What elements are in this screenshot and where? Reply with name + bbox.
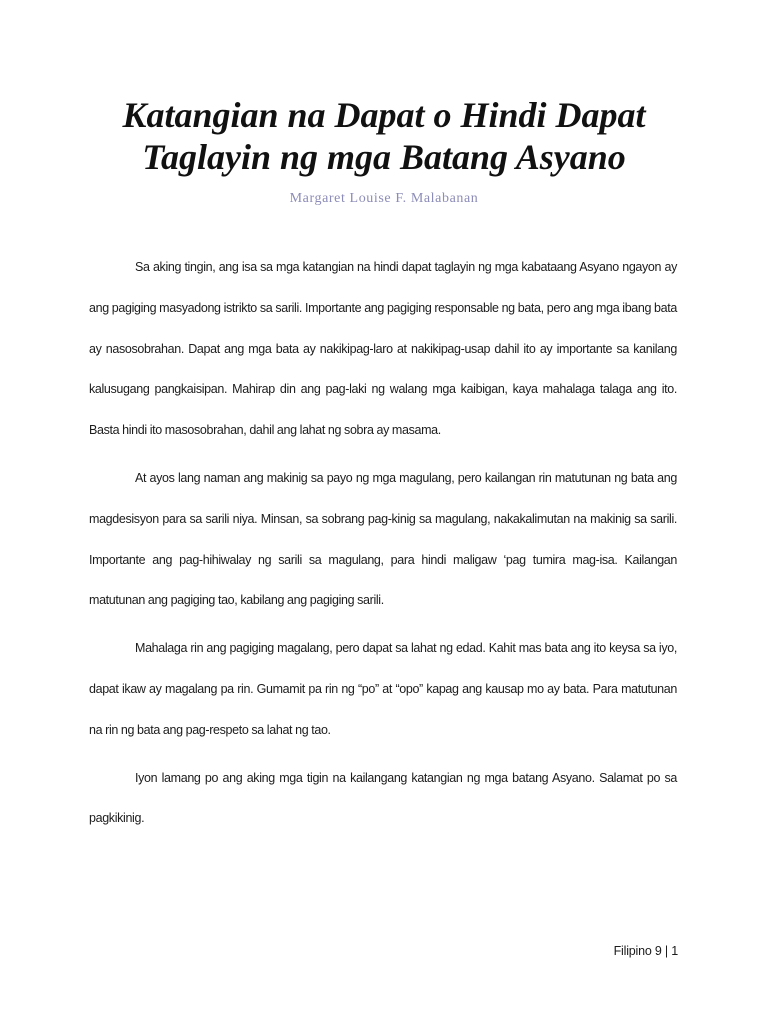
document-body	[89, 247, 677, 846]
paragraph: At ayos lang naman ang makinig sa payo ng mga magulang, pero kailangan rin matutunan ng bata ang magdesisyon para sa sarili niya. Minsan, sa sobrang pag-kinig sa magulang, nakakalimutan na makinig sa sarili. Importante ang pag-hihiwalay ng sarili sa magulang, para hindi maligaw ‘pag tumira mag-isa. Kailangan matutunan ang pagiging tao, kabilang ang pagiging sarili.	[89, 470, 677, 608]
author-name: Margaret Louise F. Malabanan	[289, 191, 479, 206]
paragraph: Mahalaga rin ang pagiging magalang, pero dapat sa lahat ng edad. Kahit mas bata ang ito keysa sa iyo, dapat ikaw ay magalang pa rin. Gumamit pa rin ng “po” at “opo” kapag ang kausap mo ay bata. Para matutunan na rin ng bata ang pag-respeto sa lahat ng tao.	[89, 641, 677, 737]
paragraph: Sa aking tingin, ang isa sa mga katangian na hindi dapat taglayin ng mga kabataang Asyano ngayon ay ang pagiging masyadong istrikto sa sarili. Importante ang pagiging responsable ng bata, pero ang mga ibang bata ay nasosobrahan. Dapat ang mga bata ay nakikipag-laro at nakikipag-usap dahil ito ay importante sa kanilang kalusugang pangkaisipan. Mahirap din ang pag-laki ng walang mga kaibigan, kaya mahalaga talaga ang ito. Basta hindi ito masosobrahan, dahil ang lahat ng sobra ay masama.	[89, 260, 677, 438]
page-footer: Filipino 9 | 1	[613, 944, 678, 958]
paragraph: Iyon lamang po ang aking mga tigin na kailangang katangian ng mga batang Asyano. Salamat po sa pagkikinig.	[89, 770, 677, 826]
document-title: Katangian na Dapat o Hindi Dapat Taglayin ng mga Batang Asyano	[122, 95, 646, 177]
